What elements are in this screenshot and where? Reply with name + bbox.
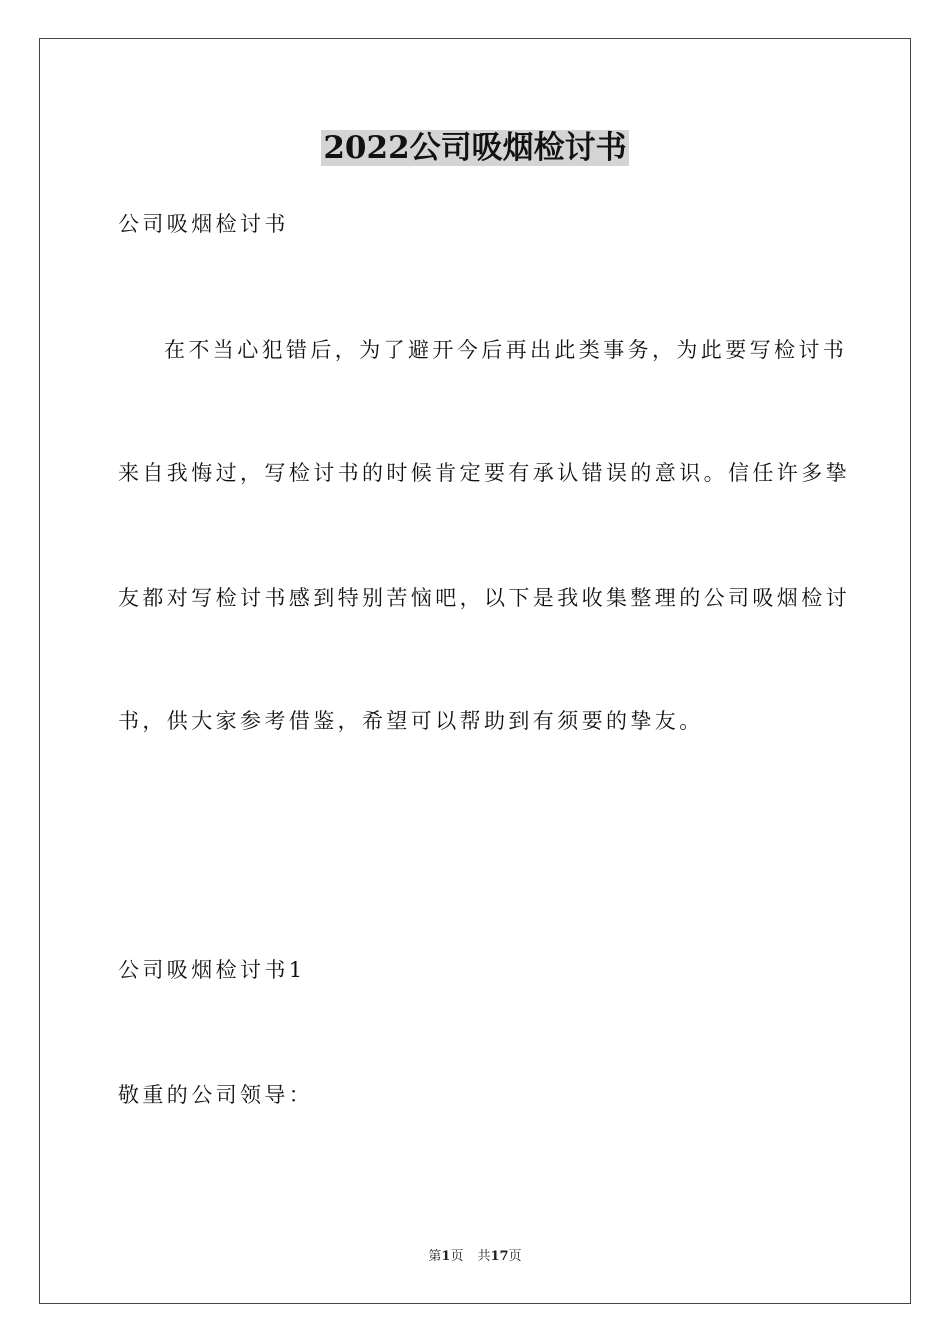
footer-total-pages: 17 xyxy=(490,1249,509,1264)
footer-page-number: 1 xyxy=(441,1249,451,1264)
footer-total-suffix: 页 xyxy=(508,1249,522,1264)
footer-page-prefix: 第 xyxy=(428,1249,442,1264)
intro-paragraph-line-1: 在不当心犯错后，为了避开今后再出此类事务，为此要写检讨书 xyxy=(164,338,848,362)
document-title-text: 2022公司吸烟检讨书 xyxy=(323,130,627,166)
intro-paragraph-line-2: 来自我悔过，写检讨书的时候肯定要有承认错误的意识。信任许多挚 xyxy=(118,461,850,485)
document-title xyxy=(0,127,950,169)
document-heading: 公司吸烟检讨书 xyxy=(118,212,289,236)
intro-paragraph-line-4: 书，供大家参考借鉴，希望可以帮助到有须要的挚友。 xyxy=(118,709,704,733)
footer-page-suffix: 页 xyxy=(450,1249,464,1264)
intro-paragraph-line-3: 友都对写检讨书感到特别苦恼吧，以下是我收集整理的公司吸烟检讨 xyxy=(118,586,850,610)
section-heading: 公司吸烟检讨书1 xyxy=(118,958,306,982)
page-footer xyxy=(0,1248,950,1266)
footer-total-prefix: 共 xyxy=(477,1249,491,1264)
salutation: 敬重的公司领导： xyxy=(118,1083,314,1107)
